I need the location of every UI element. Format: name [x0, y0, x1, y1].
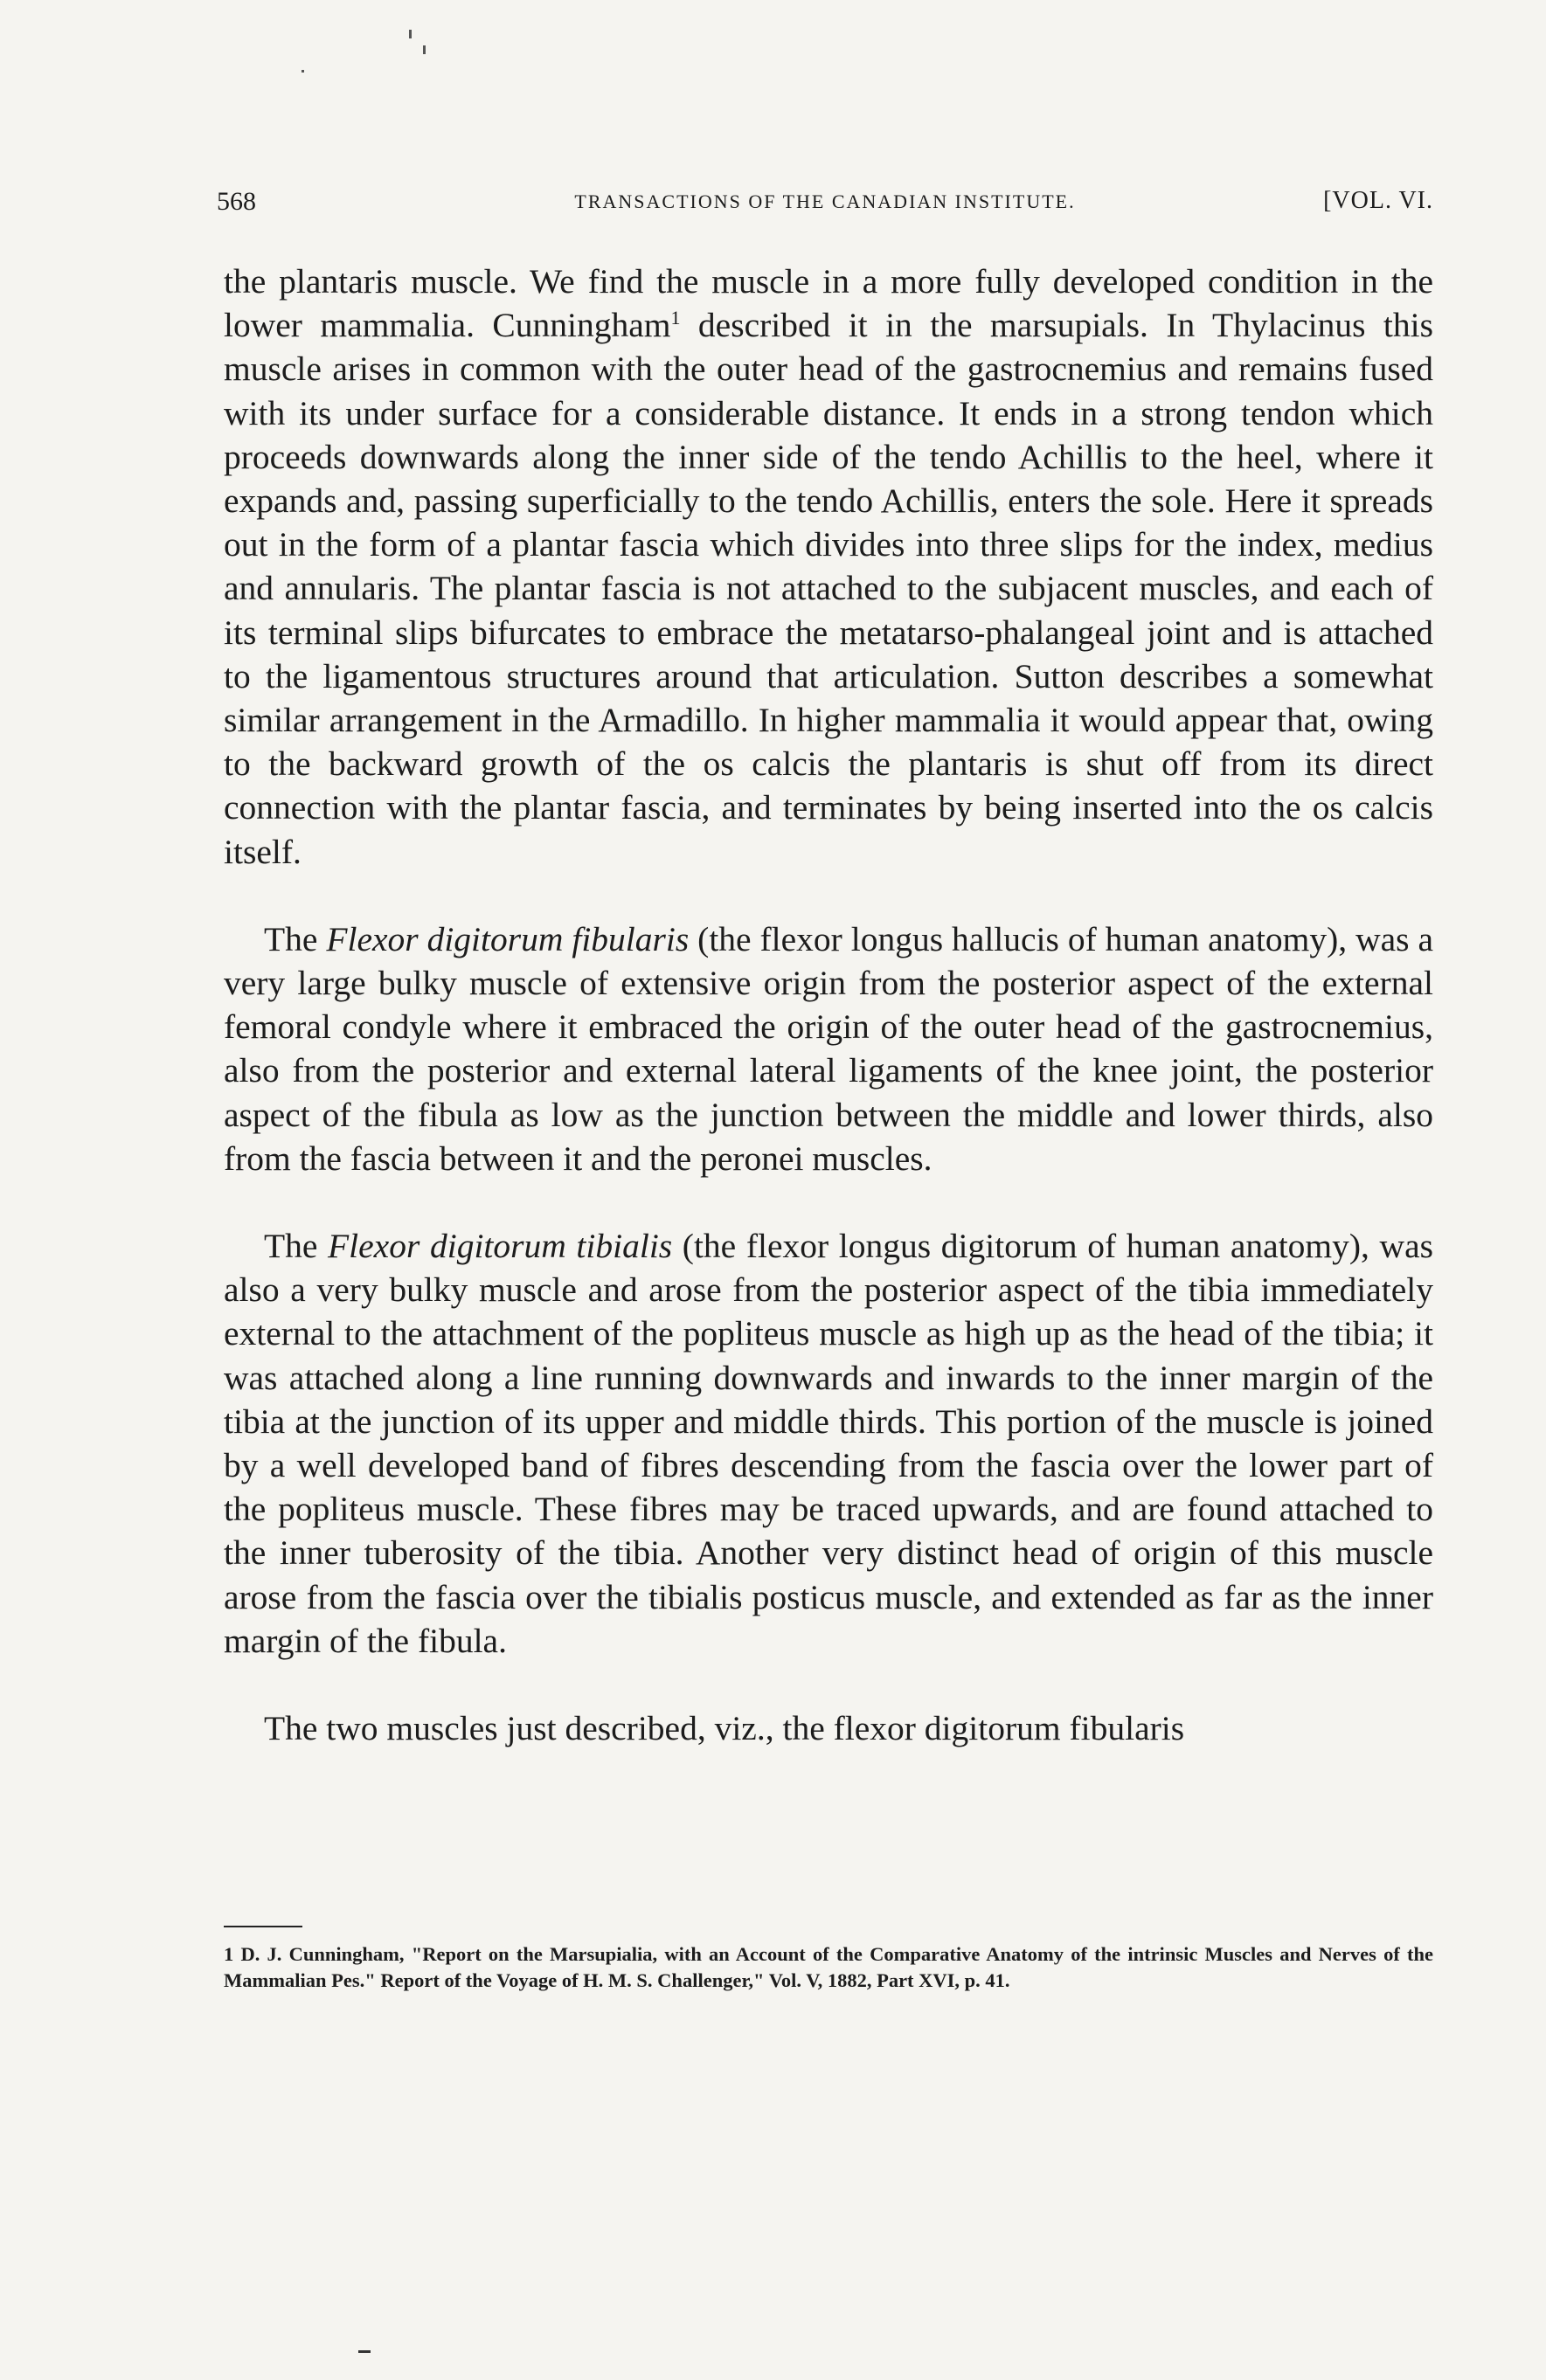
- paragraph-text: (the flexor longus digitorum of human anatomy), was also a very bulky muscle and arose from the posterior aspect of the tibia immediately external to the attachment of the popliteus muscle as high up as the head of the tibia; it was attached along a line running downwards and inwards to the inner margin of the tibia at the junction of its upper and middle thirds. This portion of the muscle is joined by a well developed band of fibres descending from the fascia over the lower part of the popliteus muscle. These fibres may be traced upwards, and are found attached to the inner tuberosity of the tibia. Another very distinct head of origin of this muscle arose from the fascia over the tibialis posticus muscle, and extended as far as the inner margin of the fibula.: [224, 1227, 1433, 1660]
- paragraph-flexor-tibialis: [224, 1224, 1433, 1663]
- scan-speck: [423, 45, 426, 54]
- scan-speck: [302, 70, 304, 73]
- paragraph-text: the plantaris muscle. We find the muscle in a more fully developed condition in the lower mammalia. Cunningham: [224, 262, 1433, 345]
- paragraph-text: described it in the marsupials. In Thylacinus this muscle arises in common with the outer head of the gastrocnemius and remains fused with its under surface for a considerable distance. It ends in a strong tendon which proceeds downwards along the inner side of the tendo Achillis to the heel, where it expands and, passing superficially to the tendo Achillis, enters the sole. Here it spreads out in the form of a plantar fascia which divides into three slips for the index, medius and annularis. The plantar fascia is not attached to the subjacent muscles, and each of its terminal slips bifurcates to embrace the metatarso-phalangeal joint and is attached to the ligamentous structures around that articulation. Sutton describes a somewhat similar arrangement in the Armadillo. In higher mammalia it would appear that, owing to the backward growth of the os calcis the plantaris is shut off from its direct connection with the plantar fascia, and terminates by being inserted into the os calcis itself.: [224, 306, 1434, 871]
- footnote-rule: [224, 1926, 302, 1927]
- article-body: [224, 259, 1433, 1750]
- footnote: [224, 1941, 1433, 1994]
- paragraph-text: The: [264, 919, 327, 958]
- running-title: TRANSACTIONS OF THE CANADIAN INSTITUTE.: [574, 190, 1076, 212]
- scan-mark: [358, 2350, 371, 2353]
- volume-label: [VOL. VI.: [1323, 187, 1433, 214]
- italic-term: Flexor digitorum fibularis: [326, 919, 690, 958]
- paragraph-two-muscles: [224, 1706, 1433, 1750]
- paragraph-text: (the flexor longus hallucis of human anatomy), was a very large bulky muscle of extensive origin from the posterior aspect of the external femoral condyle where it embraced the origin of the outer head of the gastrocnemius, also from the posterior and external lateral ligaments of the knee joint, the posterior aspect of the fibula as low as the junction between the middle and lower thirds, also from the fascia between it and the peronei muscles.: [224, 919, 1434, 1178]
- paragraph-plantaris: [224, 259, 1433, 874]
- footnote-marker: 1: [224, 1943, 234, 1965]
- footnote-text: D. J. Cunningham, "Report on the Marsupialia, with an Account of the Comparative Anatomy of the intrinsic Muscles and Nerves of the Mammalian Pes." Report of the Voyage of H. M. S. Challenger," Vol. V, 1882, Part XVI, p. 41.: [224, 1943, 1434, 1991]
- paragraph-text: The two muscles just described, viz., the flexor digitorum fibularis: [264, 1709, 1185, 1748]
- scan-speck: [409, 30, 412, 38]
- italic-term: Flexor digitorum tibialis: [328, 1227, 673, 1266]
- footnote-reference: 1: [670, 307, 681, 329]
- paragraph-flexor-fibularis: [224, 917, 1433, 1180]
- paragraph-text: The: [264, 1227, 329, 1266]
- page-number: 568: [217, 187, 256, 216]
